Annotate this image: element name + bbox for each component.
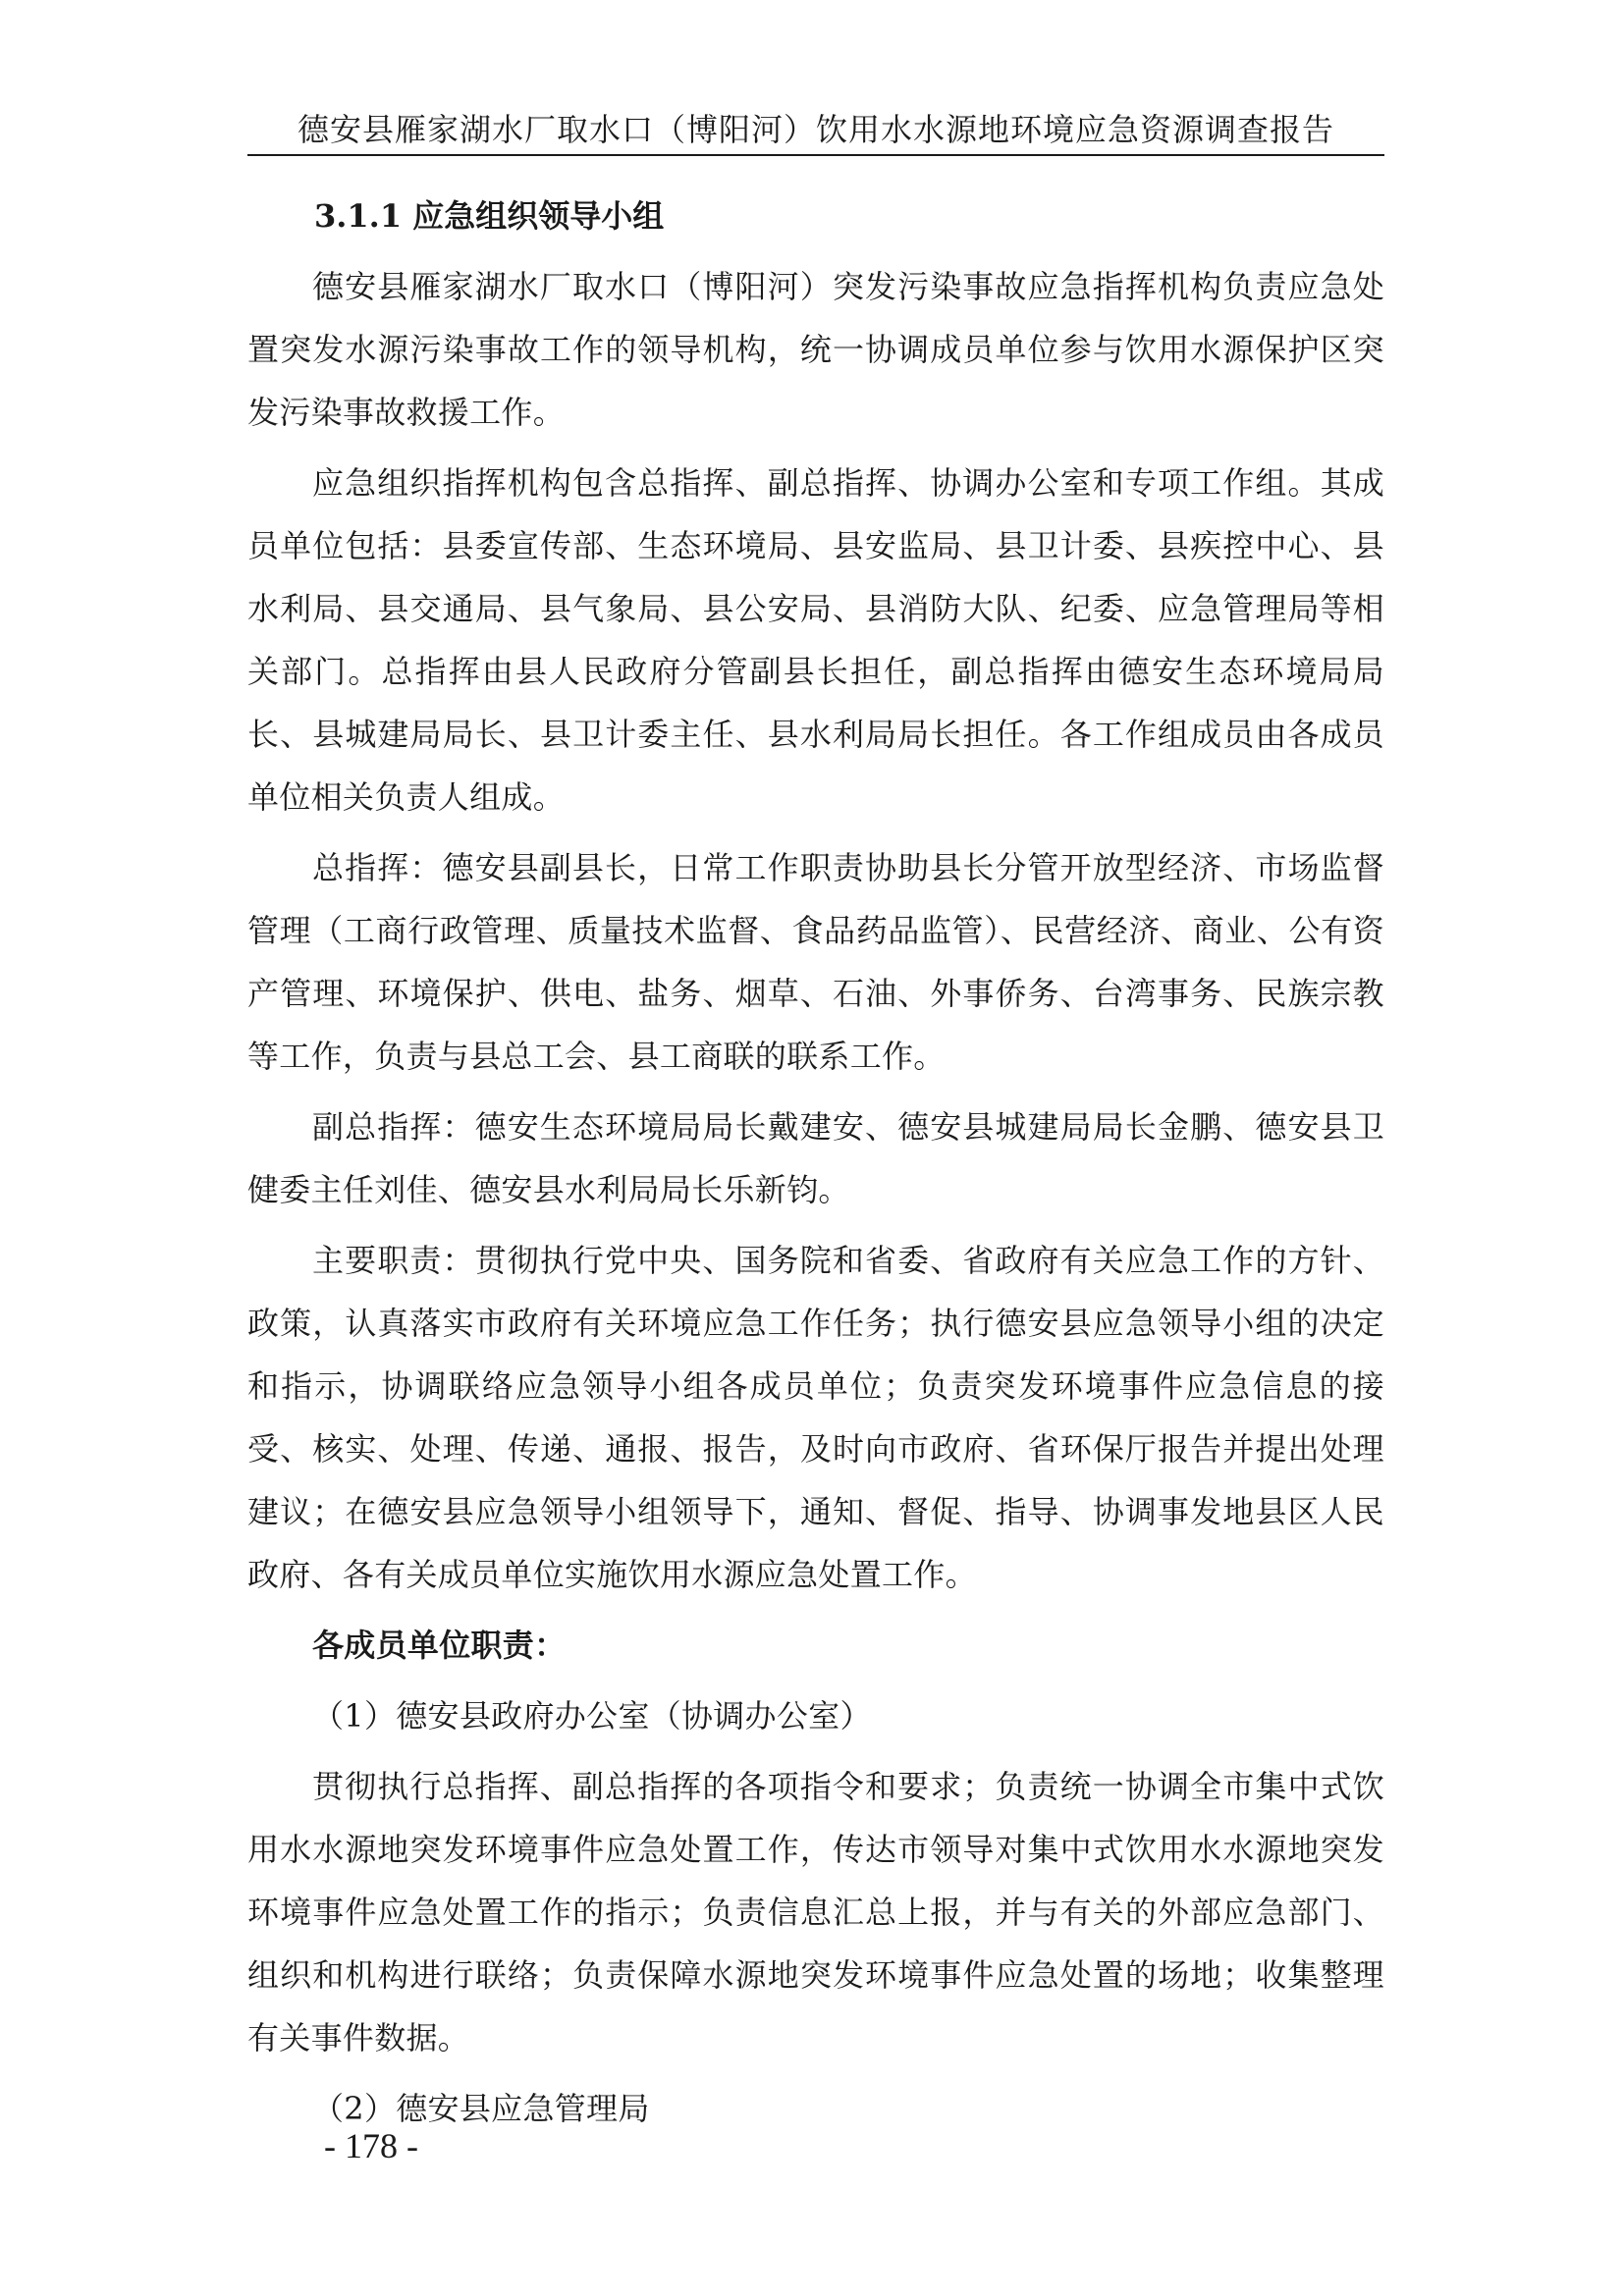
- paragraph-item-1-body: 贯彻执行总指挥、副总指挥的各项指令和要求；负责统一协调全市集中式饮用水水源地突发环境事件应急处置工作，传达市领导对集中式饮用水水源地突发环境事件应急处置工作的指示；负责信息汇总上报，并与有关的外部应急部门、组织和机构进行联络；负责保障水源地突发环境事件应急处置的场地；收集整理有关事件数据。: [247, 1768, 1384, 2056]
- paragraph-member-duties-heading: 各成员单位职责：: [312, 1627, 567, 1664]
- paragraph-organization: 应急组织指挥机构包含总指挥、副总指挥、协调办公室和专项工作组。其成员单位包括：县委宣传部、生态环境局、县安监局、县卫计委、县疾控中心、县水利局、县交通局、县气象局、县公安局、县消防大队、纪委、应急管理局等相关部门。总指挥由县人民政府分管副县长担任，副总指挥由德安生态环境局局长、县城建局局长、县卫计委主任、县水利局局长担任。各工作组成员由各成员单位相关负责人组成。: [247, 464, 1384, 816]
- paragraph-deputy-commander: 副总指挥：德安生态环境局局长戴建安、德安县城建局局长金鹏、德安县卫健委主任刘佳、德安县水利局局长乐新钧。: [247, 1108, 1384, 1208]
- paragraph-main-duties: 主要职责：贯彻执行党中央、国务院和省委、省政府有关应急工作的方针、政策，认真落实市政府有关环境应急工作任务；执行德安县应急领导小组的决定和指示，协调联络应急领导小组各成员单位；负责突发环境事件应急信息的接受、核实、处理、传递、通报、报告，及时向市政府、省环保厅报告并提出处理建议；在德安县应急领导小组领导下，通知、督促、指导、协调事发地县区人民政府、各有关成员单位实施饮用水源应急处置工作。: [247, 1242, 1384, 1593]
- paragraph-commander: 总指挥：德安县副县长，日常工作职责协助县长分管开放型经济、市场监督管理（工商行政管理、质量技术监督、食品药品监管）、民营经济、商业、公有资产管理、环境保护、供电、盐务、烟草、石油、外事侨务、台湾事务、民族宗教等工作，负责与县总工会、县工商联的联系工作。: [247, 849, 1384, 1075]
- header-divider: [247, 154, 1384, 156]
- page-number: - 178 -: [324, 2126, 418, 2165]
- paragraph-item-2-heading: （2）德安县应急管理局: [312, 2090, 650, 2127]
- paragraph-intro: 德安县雁家湖水厂取水口（博阳河）突发污染事故应急指挥机构负责应急处置突发水源污染事故工作的领导机构，统一协调成员单位参与饮用水源保护区突发污染事故救援工作。: [247, 268, 1384, 431]
- running-header: 德安县雁家湖水厂取水口（博阳河）饮用水水源地环境应急资源调查报告: [297, 111, 1334, 148]
- document-body: [247, 192, 1384, 2148]
- section-heading: 3.1.1 应急组织领导小组: [314, 197, 665, 235]
- paragraph-item-1-heading: （1）德安县政府办公室（协调办公室）: [312, 1697, 872, 1735]
